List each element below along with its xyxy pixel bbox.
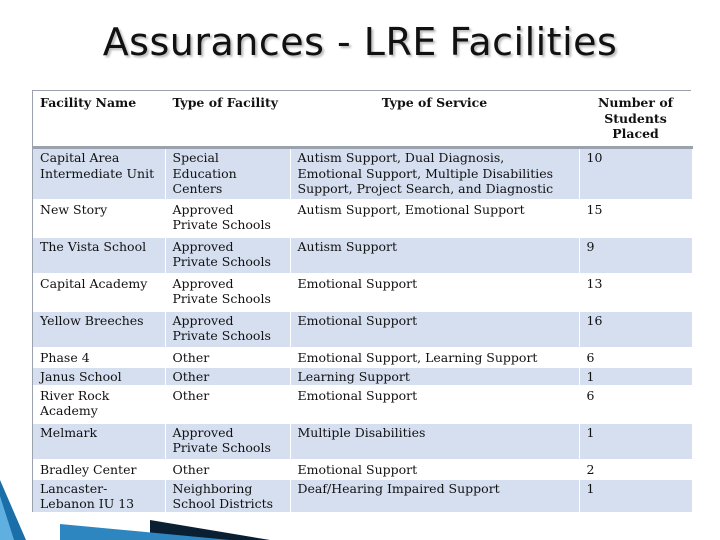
cell-facility-type: Special Education Centers (165, 148, 290, 200)
cell-facility-name: Janus School (33, 367, 165, 386)
cell-facility-type: Approved Private Schools (165, 423, 290, 460)
header-type-of-facility: Type of Facility (165, 92, 290, 148)
cell-facility-name: Yellow Breeches (33, 311, 165, 348)
cell-facility-name: Lancaster-Lebanon IU 13 (33, 479, 165, 513)
cell-facility-type: Neighboring School Districts (165, 479, 290, 513)
facilities-table (33, 91, 693, 514)
table-row (33, 348, 692, 367)
header-type-of-service: Type of Service (290, 92, 579, 148)
cell-student-count: 15 (579, 200, 692, 237)
cell-student-count: 16 (579, 311, 692, 348)
header-facility-name: Facility Name (33, 92, 165, 148)
cell-facility-type: Other (165, 348, 290, 367)
cell-student-count: 2 (579, 460, 692, 479)
cell-facility-name: Capital Academy (33, 274, 165, 311)
cell-facility-name: New Story (33, 200, 165, 237)
cell-facility-type: Approved Private Schools (165, 311, 290, 348)
facilities-table-frame (32, 90, 691, 512)
cell-service-type: Autism Support, Dual Diagnosis, Emotional Support, Multiple Disabilities Support, Project Search, and Diagnostic (290, 148, 579, 200)
table-row (33, 148, 692, 200)
cell-facility-name: Bradley Center (33, 460, 165, 479)
cell-service-type: Emotional Support (290, 386, 579, 423)
cell-facility-name: River Rock Academy (33, 386, 165, 423)
table-row (33, 460, 692, 479)
left-light-accent (0, 496, 14, 540)
cell-facility-type: Other (165, 460, 290, 479)
slide-title: Assurances - LRE Facilities (102, 20, 618, 64)
cell-student-count: 9 (579, 237, 692, 274)
cell-facility-type: Other (165, 386, 290, 423)
cell-student-count: 10 (579, 148, 692, 200)
table-row (33, 200, 692, 237)
cell-student-count: 1 (579, 479, 692, 513)
cell-student-count: 13 (579, 274, 692, 311)
cell-facility-type: Approved Private Schools (165, 200, 290, 237)
cell-service-type: Multiple Disabilities (290, 423, 579, 460)
table-row (33, 423, 692, 460)
cell-student-count: 1 (579, 423, 692, 460)
cell-service-type: Autism Support, Emotional Support (290, 200, 579, 237)
cell-service-type: Autism Support (290, 237, 579, 274)
cell-facility-name: The Vista School (33, 237, 165, 274)
table-row (33, 367, 692, 386)
table-row (33, 479, 692, 513)
left-blue-accent (0, 480, 26, 540)
cell-service-type: Emotional Support (290, 311, 579, 348)
cell-facility-type: Approved Private Schools (165, 274, 290, 311)
cell-facility-name: Melmark (33, 423, 165, 460)
header-students-placed: Number of Students Placed (579, 92, 692, 148)
cell-service-type: Emotional Support (290, 274, 579, 311)
cell-facility-name: Capital Area Intermediate Unit (33, 148, 165, 200)
table-row (33, 274, 692, 311)
cell-student-count: 6 (579, 386, 692, 423)
cell-service-type: Emotional Support, Learning Support (290, 348, 579, 367)
bottom-blue-swoosh (60, 524, 230, 540)
table-row (33, 237, 692, 274)
cell-service-type: Learning Support (290, 367, 579, 386)
cell-facility-name: Phase 4 (33, 348, 165, 367)
cell-facility-type: Approved Private Schools (165, 237, 290, 274)
table-row (33, 311, 692, 348)
cell-student-count: 1 (579, 367, 692, 386)
cell-student-count: 6 (579, 348, 692, 367)
table-row (33, 386, 692, 423)
table-body (33, 148, 692, 513)
cell-facility-type: Other (165, 367, 290, 386)
table-header (33, 92, 692, 148)
bottom-dark-swoosh (150, 520, 270, 540)
cell-service-type: Emotional Support (290, 460, 579, 479)
cell-service-type: Deaf/Hearing Impaired Support (290, 479, 579, 513)
